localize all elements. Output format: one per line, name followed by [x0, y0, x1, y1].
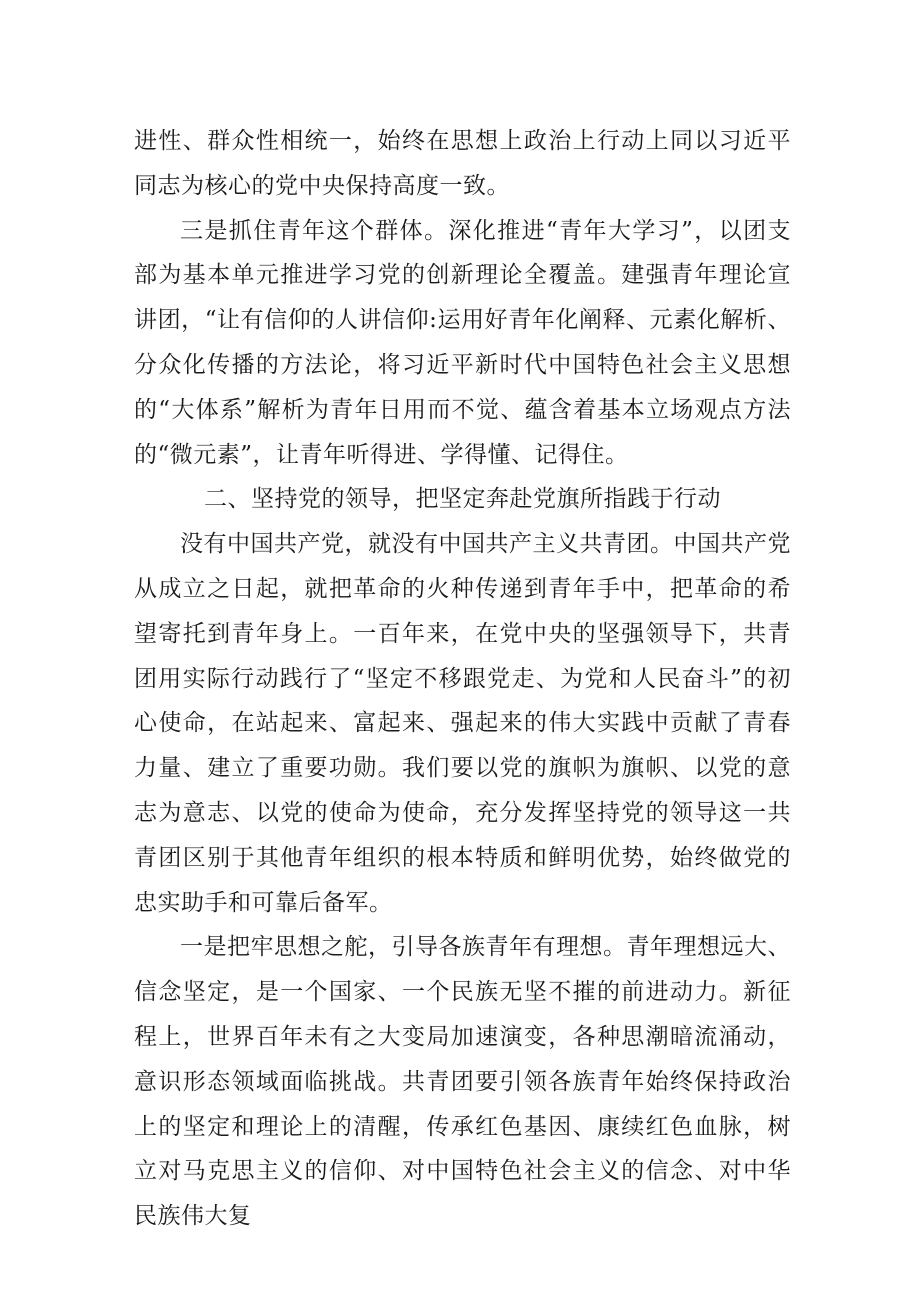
section-heading-two: 二、坚持党的领导，把坚定奔赴党旗所指践于行动 [204, 486, 721, 513]
paragraph-party-leadership: 没有中国共产党，就没有中国共产主义共青团。中国共产党从成立之日起，就把革命的火种传递到青年手中，把革命的希望寄托到青年身上。一百年来，在党中央的坚强领导下，共青团用实际行动践行了“坚定不移跟党走、为党和人民奋斗”的初心使命，在站起来、富起来、强起来的伟大实践中贡献了青春力量、建立了重要功勋。我们要以党的旗帜为旗帜、以党的意志为意志、以党的使命为使命，充分发挥坚持党的领导这一共青团区别于其他青年组织的根本特质和鲜明优势，始终做党的忠实助手和可靠后备军。 [134, 531, 791, 916]
paragraph-continuation: 进性、群众性相统一，始终在思想上政治上行动上同以习近平同志为核心的党中央保持高度一致。 [134, 128, 791, 199]
paragraph-point-three-youth: 三是抓住青年这个群体。深化推进“青年大学习”，以团支部为基本单元推进学习党的创新理论全覆盖。建强青年理论宣讲团，“让有信仰的人讲信仰:运用好青年化阐释、元素化解析、分众化传播的方法论，将习近平新时代中国特色社会主义思想的“大体系”解析为青年日用而不觉、蕴含着基本立场观点方法的“微元素”，让青年听得进、学得懂、记得住。 [134, 217, 791, 468]
paragraph-point-one-ideals: 一是把牢思想之舵，引导各族青年有理想。青年理想远大、信念坚定，是一个国家、一个民族无坚不摧的前进动力。新征程上，世界百年未有之大变局加速演变，各种思潮暗流涌动，意识形态领域面临挑战。共青团要引领各族青年始终保持政治上的坚定和理论上的清醒，传承红色基因、康续红色血脉，树立对马克思主义的信仰、对中国特色社会主义的信念、对中华民族伟大复 [134, 934, 791, 1230]
document-body [134, 119, 791, 1239]
